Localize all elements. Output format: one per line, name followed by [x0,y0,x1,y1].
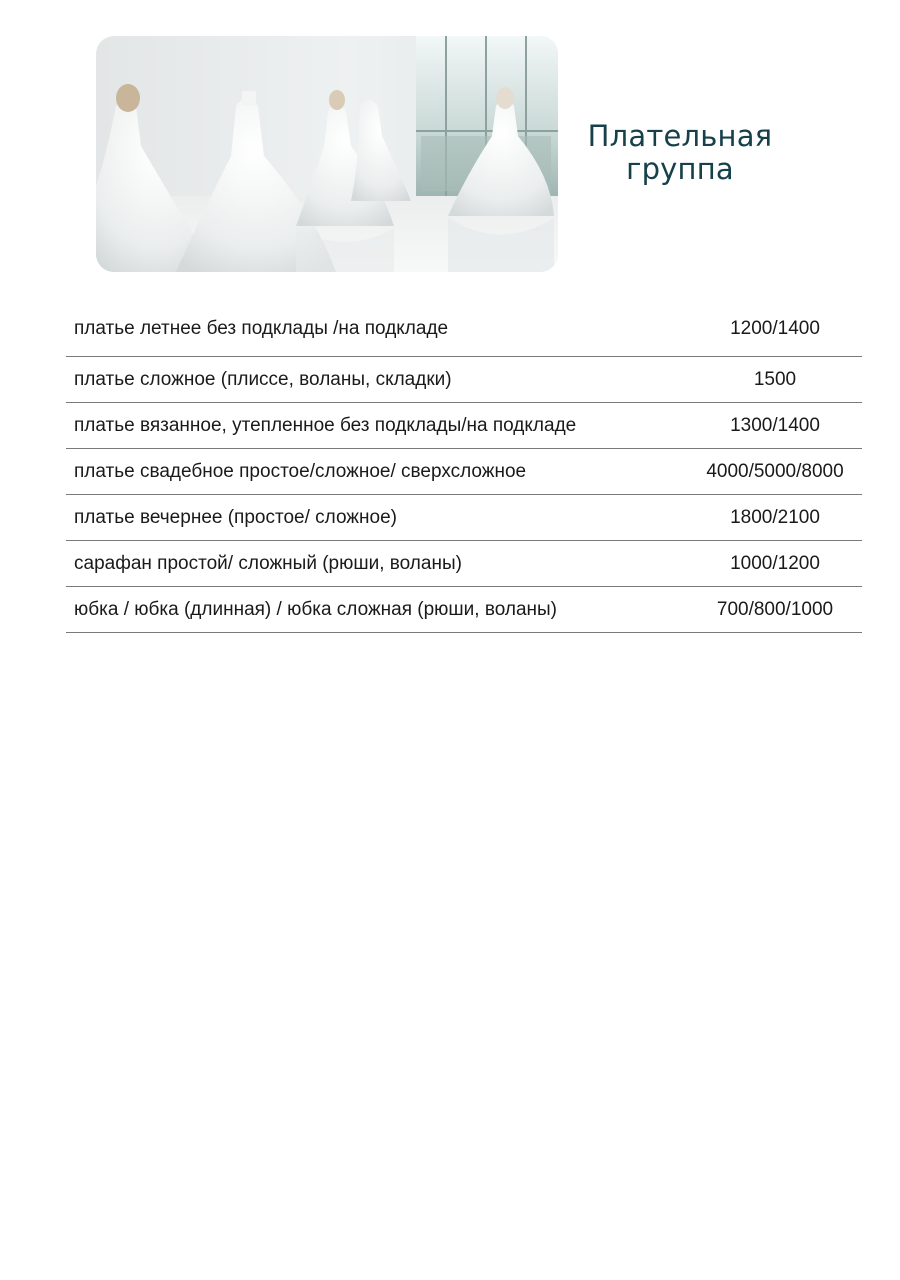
table-row [66,495,862,541]
table-row [66,403,862,449]
item-price: 1000/1200 [730,552,820,574]
item-name: платье свадебное простое/сложное/ сверхсложное [74,460,527,482]
table-row [66,449,862,495]
item-name: платье вязанное, утепленное без подклады/на подкладе [74,414,577,436]
price-table [66,302,862,632]
wedding-dress-mannequins-photo [96,36,558,272]
wedding-dresses-photo [96,36,558,272]
item-name: юбка / юбка (длинная) / юбка сложная (рюши, воланы) [74,598,558,620]
table-row [66,357,862,403]
item-name: платье сложное (плиссе, воланы, складки) [74,368,452,390]
item-price: 700/800/1000 [716,598,834,620]
item-name: платье вечернее (простое/ сложное) [74,506,397,528]
item-name: сарафан простой/ сложный (рюши, воланы) [74,552,462,574]
item-price: 4000/5000/8000 [706,460,844,482]
item-price: 1800/2100 [730,506,820,528]
table-row [66,541,862,587]
item-price: 1300/1400 [730,414,820,436]
table-row [66,587,862,632]
table-row [66,302,862,357]
item-price: 1500 [753,368,797,390]
section-title [570,120,790,186]
item-price: 1200/1400 [730,318,820,339]
section-title-line2: группа [626,152,734,186]
section-title-line1: Плательная [587,119,773,153]
item-name: платье летнее без подклады /на подкладе [74,318,449,339]
